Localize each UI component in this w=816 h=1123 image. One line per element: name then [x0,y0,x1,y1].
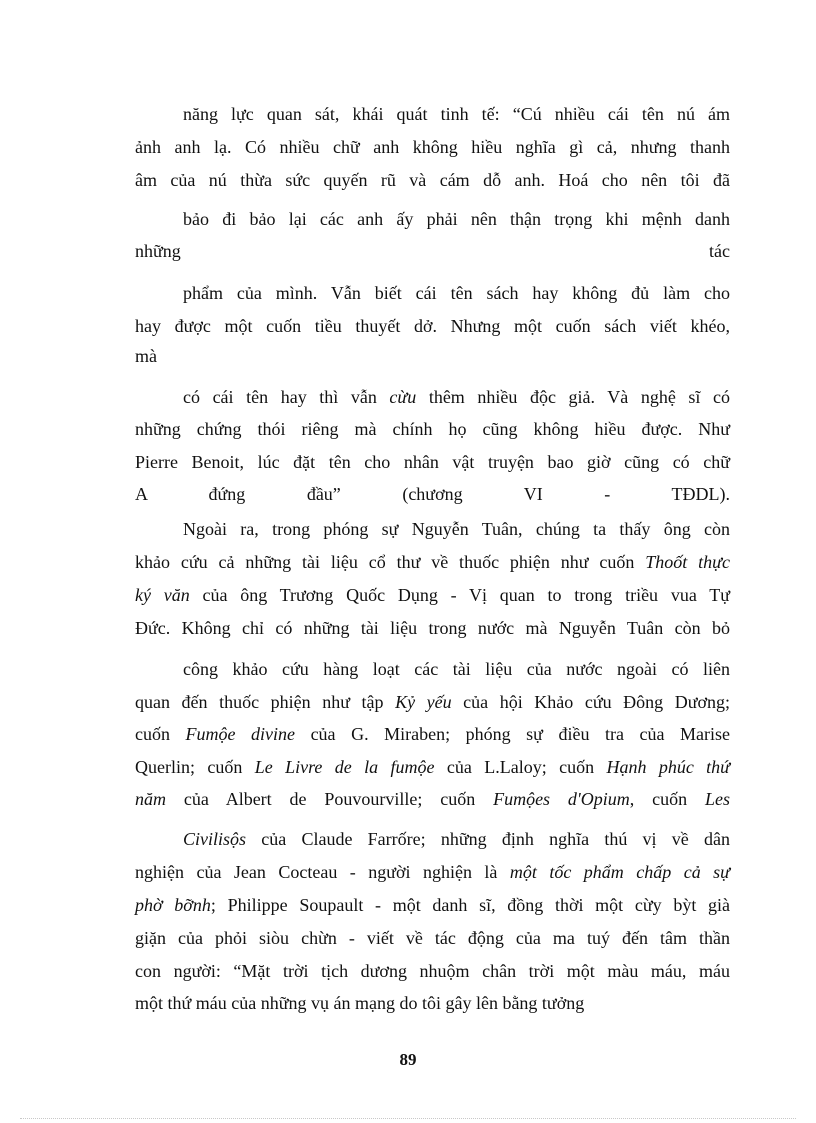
text-line [135,691,730,713]
text-line [135,240,730,262]
text-line [183,208,730,230]
italic-title: Fumộes d'Opium [493,789,630,809]
text-segment: của L.Laloy; cuốn [434,757,607,777]
text-line [135,788,730,810]
text-segment: của G. Miraben; phóng sự điều tra của Marise [295,724,730,744]
text-segment: Đức. Không chỉ có những tài liệu trong nước mà Nguyễn Tuân còn bỏ [135,618,730,638]
text-segment: năng lực quan sát, khái quát tinh tế: “Cú nhiều cái tên nú ám [183,104,730,124]
italic-title: cừu [389,387,417,407]
text-line [183,282,730,304]
italic-title: Les [704,789,730,809]
text-segment: quan đến thuốc phiện như tập [135,692,396,712]
text-line [135,960,730,982]
text-line [135,551,730,573]
text-segment: phẩm của mình. Vẫn biết cái tên sách hay không đủ làm cho [183,283,730,303]
text-segment: con người: “Mặt trời tịch dương nhuộm chân trời một màu máu, máu [135,961,730,981]
text-segment: ảnh anh lạ. Có nhiều chữ anh không hiều nghĩa gì cả, nhưng thanh [135,137,730,157]
text-line [135,992,730,1014]
text-line [135,861,730,883]
text-line [183,386,730,408]
text-segment: những tác [135,241,730,261]
text-segment: âm của nú thừa sức quyến rũ và cám dỗ anh. Hoá cho nên tôi đã [135,170,730,190]
text-segment: thêm nhiều độc giả. Và nghệ sĩ có [416,387,730,407]
italic-title: một tốc phẩm chấp cả sự [509,862,730,882]
text-segment: của Claude Farrốre; những định nghĩa thú vị về dân [246,829,730,849]
text-segment: Ngoài ra, trong phóng sự Nguyễn Tuân, chúng ta thấy ông còn [183,519,730,539]
text-line [135,584,730,606]
text-segment: , cuốn [629,789,705,809]
text-segment: Querlin; cuốn [135,757,255,777]
italic-title: Le Livre de la fumộe [254,757,435,777]
text-line [135,894,730,916]
italic-title: năm [135,789,166,809]
italic-title: Civilisộs [183,829,247,849]
italic-title: ký văn [135,585,190,605]
text-line [135,345,730,367]
text-segment: hay được một cuốn tiều thuyết dở. Nhưng một cuốn sách viết khéo, [135,316,730,336]
text-segment: của ông Trương Quốc Dụng - Vị quan to trong triều vua Tự [189,585,730,605]
text-segment: ; Philippe Soupault - một danh sĩ, đồng thời một cừy bỳt già [210,895,730,915]
text-line [135,169,730,191]
text-line [135,756,730,778]
italic-title: Kỷ yếu [395,692,452,712]
text-line [135,315,730,337]
text-segment: A đứng đầu” (chương VI - TĐDL). [135,484,730,504]
text-line [135,617,730,639]
text-line [135,418,730,440]
text-segment: của Albert de Pouvourville; cuốn [166,789,494,809]
italic-title: phờ bỡnh [135,895,211,915]
text-line [183,103,730,125]
text-line [135,136,730,158]
text-line [183,658,730,680]
italic-title: Fumộe divine [185,724,296,744]
text-line [135,723,730,745]
text-line [135,451,730,473]
page-number: 89 [399,1050,417,1069]
text-segment: Pierre Benoit, lúc đặt tên cho nhân vật truyện bao giờ cũng có chữ [135,452,730,472]
text-segment: giặn của phỏi siòu chừn - viết về tác động của ma tuý đến tâm thần [135,928,730,948]
text-segment: của hội Khảo cứu Đông Dương; [451,692,730,712]
text-line [183,828,730,850]
text-segment: cuốn [135,724,186,744]
text-segment: công khảo cứu hàng loạt các tài liệu của nước ngoài có liên [183,659,730,679]
italic-title: Hạnh phúc thứ [606,757,730,777]
text-segment: nghiện của Jean Cocteau - người nghiện là [135,862,510,882]
text-segment: có cái tên hay thì vẫn [183,387,390,407]
text-line [135,927,730,949]
italic-title: Thoốt thực [645,552,730,572]
text-segment: một thứ máu của những vụ án mạng do tôi gây lên bằng tưởng [135,993,585,1013]
text-segment: những chứng thói riêng mà chính họ cũng không hiều được. Như [135,419,730,439]
text-segment: khảo cứu cả những tài liệu cổ thư về thuốc phiện như cuốn [135,552,646,572]
text-line [135,483,730,505]
text-segment: mà [135,346,157,366]
text-line [183,518,730,540]
footer-divider [20,1118,796,1119]
text-segment: bảo đi bảo lại các anh ấy phải nên thận trọng khi mệnh danh [183,209,730,229]
